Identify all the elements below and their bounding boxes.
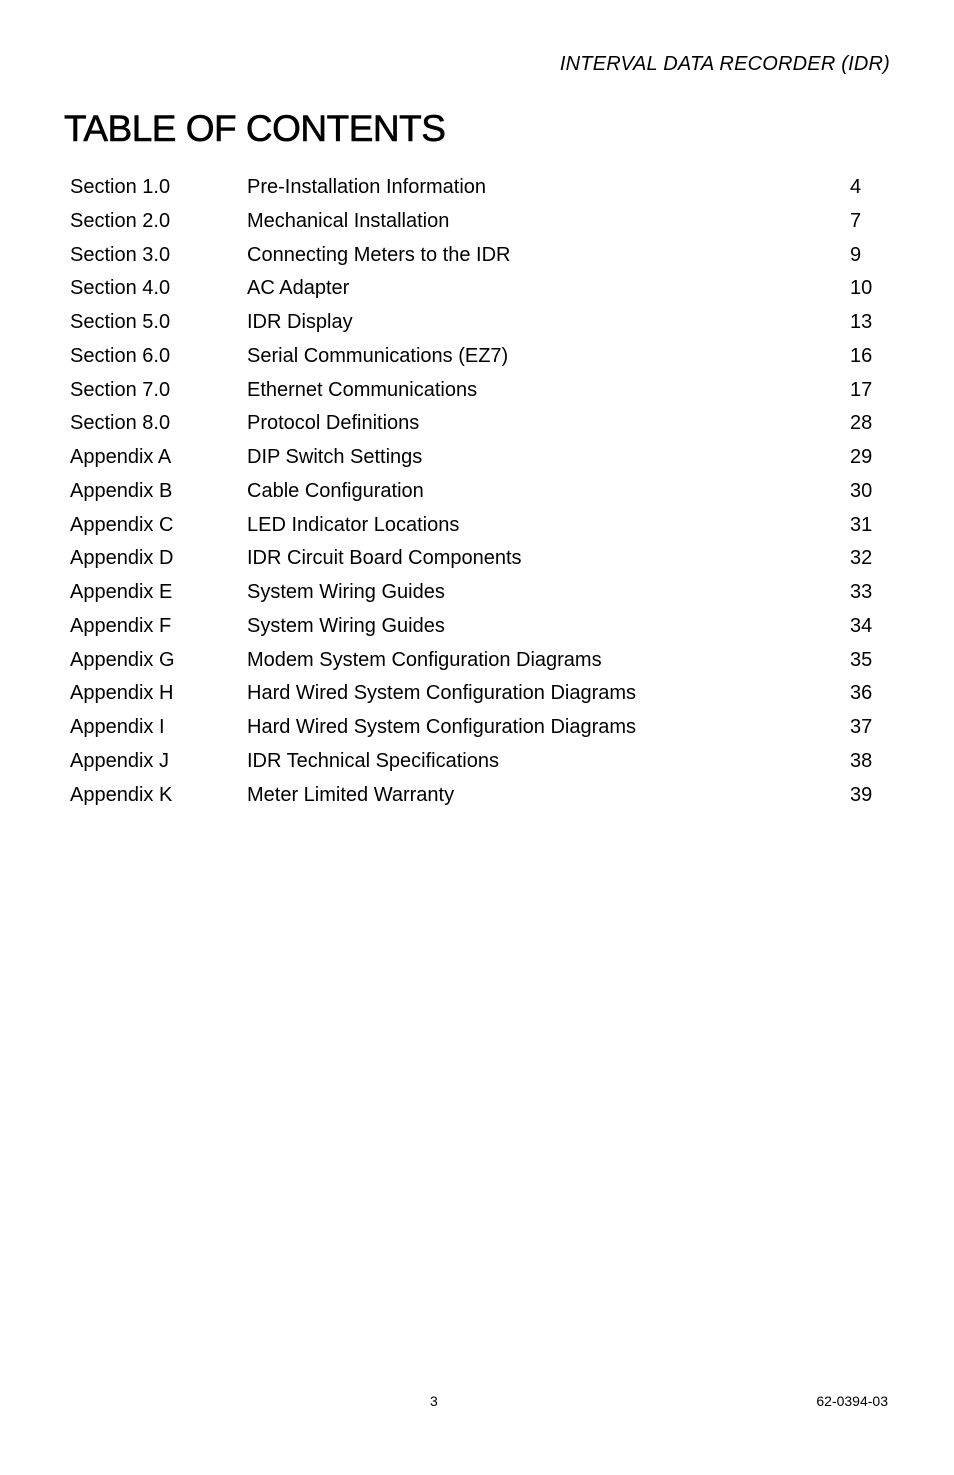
toc-page-number: 35 bbox=[850, 648, 873, 671]
toc-section-title: System Wiring Guides bbox=[247, 581, 445, 603]
toc-page-number: 38 bbox=[850, 749, 873, 772]
toc-section-label: Section 2.0 bbox=[70, 209, 171, 232]
toc-row bbox=[70, 340, 890, 374]
toc-page-number: 28 bbox=[850, 412, 873, 435]
toc-page-number: 7 bbox=[850, 209, 862, 232]
toc-section-title: IDR Display bbox=[247, 311, 353, 333]
toc-page-number: 31 bbox=[850, 513, 873, 536]
toc-section-title: LED Indicator Locations bbox=[247, 513, 460, 536]
toc-section-label: Section 4.0 bbox=[70, 277, 171, 300]
toc-section-title: Modem System Configuration Diagrams bbox=[247, 648, 602, 671]
toc-row bbox=[70, 205, 890, 239]
toc-page-number: 4 bbox=[850, 176, 862, 198]
toc-section-title: IDR Technical Specifications bbox=[247, 749, 499, 772]
toc-page-number: 29 bbox=[850, 446, 873, 468]
toc-section-label: Appendix F bbox=[70, 614, 172, 637]
toc-section-label: Section 8.0 bbox=[70, 412, 171, 435]
toc-row bbox=[70, 610, 890, 644]
toc-section-title: IDR Circuit Board Components bbox=[247, 547, 522, 570]
toc-section-title: Protocol Definitions bbox=[247, 412, 420, 435]
toc-row bbox=[70, 711, 890, 745]
toc-section-title: DIP Switch Settings bbox=[247, 446, 423, 468]
toc-section-title: System Wiring Guides bbox=[247, 614, 445, 637]
toc-row bbox=[70, 239, 890, 273]
toc-row bbox=[70, 272, 890, 306]
toc-page-number: 34 bbox=[850, 614, 873, 637]
toc-section-title: Meter Limited Warranty bbox=[247, 783, 455, 806]
page-title: TABLE OF CONTENTS bbox=[64, 108, 446, 149]
toc-section-label: Appendix A bbox=[70, 446, 172, 468]
toc-row bbox=[70, 306, 890, 340]
footer-page-number: 3 bbox=[430, 1393, 438, 1409]
toc-row bbox=[70, 677, 890, 711]
toc-page-number: 9 bbox=[850, 243, 862, 266]
toc-page-number: 30 bbox=[850, 479, 873, 502]
running-header: INTERVAL DATA RECORDER (IDR) bbox=[559, 53, 890, 75]
toc-section-label: Appendix I bbox=[70, 716, 165, 738]
toc-page-number: 36 bbox=[850, 682, 873, 705]
toc-section-label: Appendix C bbox=[70, 513, 174, 536]
toc-row bbox=[70, 745, 890, 779]
toc-row bbox=[70, 441, 890, 475]
toc-row bbox=[70, 374, 890, 408]
table-of-contents bbox=[70, 171, 890, 812]
toc-section-title: AC Adapter bbox=[247, 277, 350, 300]
toc-section-title: Connecting Meters to the IDR bbox=[247, 243, 511, 266]
toc-section-title: Cable Configuration bbox=[247, 479, 424, 502]
toc-section-label: Appendix E bbox=[70, 581, 173, 603]
toc-section-label: Appendix H bbox=[70, 682, 174, 705]
toc-page-number: 10 bbox=[850, 277, 873, 300]
toc-row bbox=[70, 576, 890, 610]
toc-section-label: Section 7.0 bbox=[70, 378, 171, 401]
toc-section-title: Pre-Installation Information bbox=[247, 176, 487, 198]
toc-section-label: Appendix J bbox=[70, 749, 169, 772]
toc-row bbox=[70, 171, 890, 205]
toc-section-title: Mechanical Installation bbox=[247, 209, 450, 232]
toc-row bbox=[70, 509, 890, 543]
toc-section-title: Hard Wired System Configuration Diagrams bbox=[247, 716, 637, 738]
toc-page-number: 37 bbox=[850, 716, 873, 738]
toc-section-label: Appendix B bbox=[70, 479, 173, 502]
toc-section-label: Section 1.0 bbox=[70, 176, 171, 198]
footer-document-number: 62-0394-03 bbox=[816, 1393, 888, 1409]
toc-section-label: Section 6.0 bbox=[70, 344, 171, 367]
toc-section-title: Serial Communications (EZ7) bbox=[247, 344, 509, 367]
toc-section-title: Hard Wired System Configuration Diagrams bbox=[247, 682, 637, 705]
toc-section-label: Appendix D bbox=[70, 547, 174, 570]
toc-page-number: 17 bbox=[850, 378, 873, 401]
toc-row bbox=[70, 779, 890, 813]
toc-page-number: 13 bbox=[850, 311, 873, 333]
toc-row bbox=[70, 542, 890, 576]
toc-section-label: Appendix G bbox=[70, 648, 175, 671]
toc-row bbox=[70, 407, 890, 441]
toc-row bbox=[70, 475, 890, 509]
toc-page-number: 32 bbox=[850, 547, 873, 570]
toc-section-label: Appendix K bbox=[70, 783, 173, 806]
toc-page-number: 16 bbox=[850, 344, 873, 367]
toc-section-label: Section 3.0 bbox=[70, 243, 171, 266]
toc-section-label: Section 5.0 bbox=[70, 311, 171, 333]
toc-page-number: 39 bbox=[850, 783, 873, 806]
toc-row bbox=[70, 644, 890, 678]
toc-section-title: Ethernet Communications bbox=[247, 378, 478, 401]
toc-page-number: 33 bbox=[850, 581, 873, 603]
